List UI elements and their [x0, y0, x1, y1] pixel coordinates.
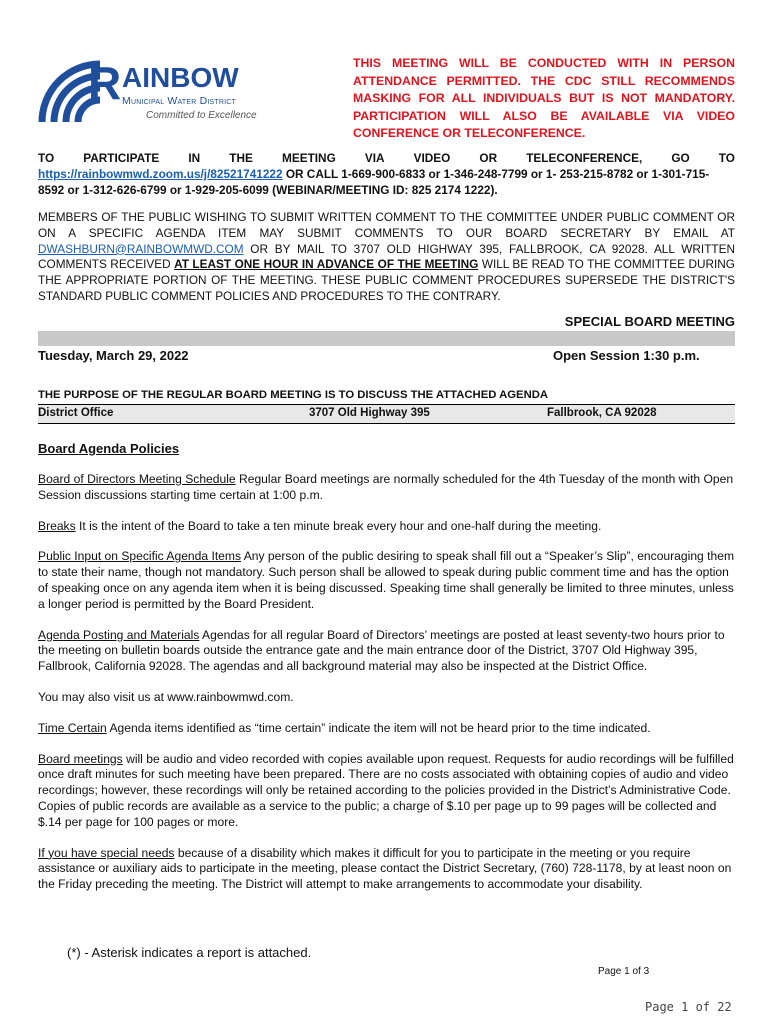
policy-item [38, 472, 735, 504]
meeting-type: SPECIAL BOARD MEETING [564, 314, 735, 329]
participate-word: PARTICIPATE [83, 151, 160, 165]
page-number-document: Page 1 of 22 [645, 1000, 732, 1014]
policy-text: Agenda items identified as “time certain” indicate the item will not be heard prior to the time indicated. [106, 720, 651, 735]
public-comment-deadline: AT LEAST ONE HOUR IN ADVANCE OF THE MEETING [174, 257, 479, 272]
logo-subtitle: Municipal Water District [122, 95, 237, 107]
meeting-date: Tuesday, March 29, 2022 [38, 348, 189, 363]
asterisk-note: (*) - Asterisk indicates a report is attached. [67, 945, 312, 960]
policy-text: Any person of the public desiring to speak shall fill out a “Speaker’s Slip”, encouraging them to state their name, though not mandatory. Such person shall be allowed to speak during public comment time and has the option of speaking once on any agenda item when it is being discussed. Speaking time shall generally be limited to three minutes, unless a longer period is permitted by the Board President. [38, 549, 735, 611]
participate-word: VIDEO [413, 151, 451, 165]
policies-list [38, 472, 735, 908]
policy-item [38, 690, 735, 706]
location-city: Fallbrook, CA 92028 [547, 407, 657, 419]
zoom-link[interactable]: https://rainbowmwd.zoom.us/j/82521741222 [38, 167, 283, 181]
policy-text: You may also visit us at www.rainbowmwd.com. [38, 689, 294, 704]
header-divider-bar [38, 331, 735, 346]
participate-word: IN [188, 151, 201, 165]
meeting-session: Open Session 1:30 p.m. [553, 348, 700, 363]
policy-heading: Board meetings [38, 751, 123, 766]
meeting-purpose: THE PURPOSE OF THE REGULAR BOARD MEETING IS TO DISCUSS THE ATTACHED AGENDA [38, 389, 549, 401]
participate-word: VIA [364, 151, 385, 165]
policy-item [38, 628, 735, 675]
participate-word: TO [38, 151, 55, 165]
rainbow-logo [38, 57, 278, 130]
location-row [38, 404, 735, 424]
location-address: 3707 Old Highway 395 [309, 407, 430, 419]
policy-text: because of a disability which makes it difficult for you to participate in the meeting or you require assistance or auxiliary aids to participate in the meeting, please contact the District Secretary, (760) 728-1178, by at least noon on the Friday preceding the meeting. The District will attempt to make arrangements to accommodate your disability. [38, 845, 732, 892]
policy-heading: If you have special needs [38, 845, 175, 860]
policy-heading: Board of Directors Meeting Schedule [38, 472, 236, 486]
policy-text: It is the intent of the Board to take a ten minute break every hour and one-half during the meeting. [75, 518, 602, 533]
policy-heading: Agenda Posting and Materials [38, 627, 200, 642]
participate-word: OR [479, 151, 498, 165]
public-comment-text: WILL BE READ TO THE COMMITTEE DURING THE APPROPRIATE PORTION OF THE MEETING. THESE PUBLIC COMMENT PROCEDURES SUPERSEDE THE DISTRICT'S STANDARD PUBLIC COMMENT POLICIES AND PROCEDURES TO THE CONTRARY. [38, 257, 735, 303]
policy-item [38, 752, 735, 831]
meeting-notice: THIS MEETING WILL BE CONDUCTED WITH IN PERSON ATTENDANCE PERMITTED. THE CDC STILL RECOMMENDS MASKING FOR ALL INDIVIDUALS BUT IS NOT MANDATORY. PARTICIPATION WILL ALSO BE AVAILABLE VIA VIDEO CONFERENCE OR TELECONFERENCE. [353, 56, 735, 140]
policy-heading: Time Certain [38, 720, 107, 735]
public-comment-paragraph [38, 210, 735, 305]
policy-heading: Public Input on Specific Agenda Items [38, 549, 242, 564]
participate-first-line [38, 150, 735, 166]
policy-item [38, 846, 735, 893]
policy-text: will be audio and video recorded with copies available upon request. Requests for audio recordings will be fulfilled once draft minutes for such meeting have been prepared. There are no costs associated with obtaining copies of audio and video recordings; however, these recordings will only be retained according to the policies provided in the District’s Administrative Code. Copies of public records are available as a service to the public; a charge of $.10 per page up to 99 pages will be collected and $.14 per page for 100 pages or more. [38, 751, 734, 829]
secretary-email-link[interactable]: DWASHBURN@RAINBOWMWD.COM [38, 241, 244, 256]
participate-rest [38, 166, 735, 198]
page-number-small: Page 1 of 3 [598, 966, 650, 977]
policy-item [38, 549, 735, 612]
participate-word: GO [671, 151, 690, 165]
policies-title: Board Agenda Policies [38, 441, 180, 456]
policy-heading: Breaks [38, 518, 76, 533]
participate-call-numbers: OR CALL 1-669-900-6833 or 1-346-248-7799 or 1- 253-215-8782 or 1-301-715-8592 or 1-312-626-6799 or 1-929-205-6099 (WEBINAR/MEETING ID: 825 2174 1222). [38, 167, 710, 197]
public-comment-text: MEMBERS OF THE PUBLIC WISHING TO SUBMIT WRITTEN COMMENT TO THE COMMITTEE UNDER PUBLIC COMMENT OR ON A SPECIFIC AGENDA ITEM MAY SUBMIT COMMENTS TO OUR BOARD SECRETARY BY EMAIL AT [38, 210, 735, 240]
participate-word: MEETING [282, 151, 336, 165]
policy-text: Agendas for all regular Board of Directors’ meetings are posted at least seventy-two hours prior to the meeting on bulletin boards outside the entrance gate and the main entrance door of the District, 3707 Old Highway 395, Fallbrook, California 92028. The agendas and all background material may also be inspected at the District Office. [38, 627, 725, 674]
policy-item [38, 519, 735, 535]
participate-paragraph [38, 150, 735, 198]
location-name: District Office [38, 407, 114, 419]
logo-r-letter: R [88, 57, 121, 109]
policy-text: Regular Board meetings are normally scheduled for the 4th Tuesday of the month with Open Session discussions starting time certain at 1:00 p.m. [38, 472, 734, 502]
policy-item [38, 721, 735, 737]
public-comment-text: OR BY MAIL TO 3707 OLD HIGHWAY 395, FALLBROOK, CA 92028. ALL WRITTEN COMMENTS RECEIVED [38, 241, 735, 272]
logo-name: AINBOW [122, 62, 239, 93]
participate-word: THE [229, 151, 253, 165]
participate-word: TO [718, 151, 735, 165]
logo-tagline: Committed to Excellence [146, 110, 257, 121]
participate-word: TELECONFERENCE, [526, 151, 643, 165]
